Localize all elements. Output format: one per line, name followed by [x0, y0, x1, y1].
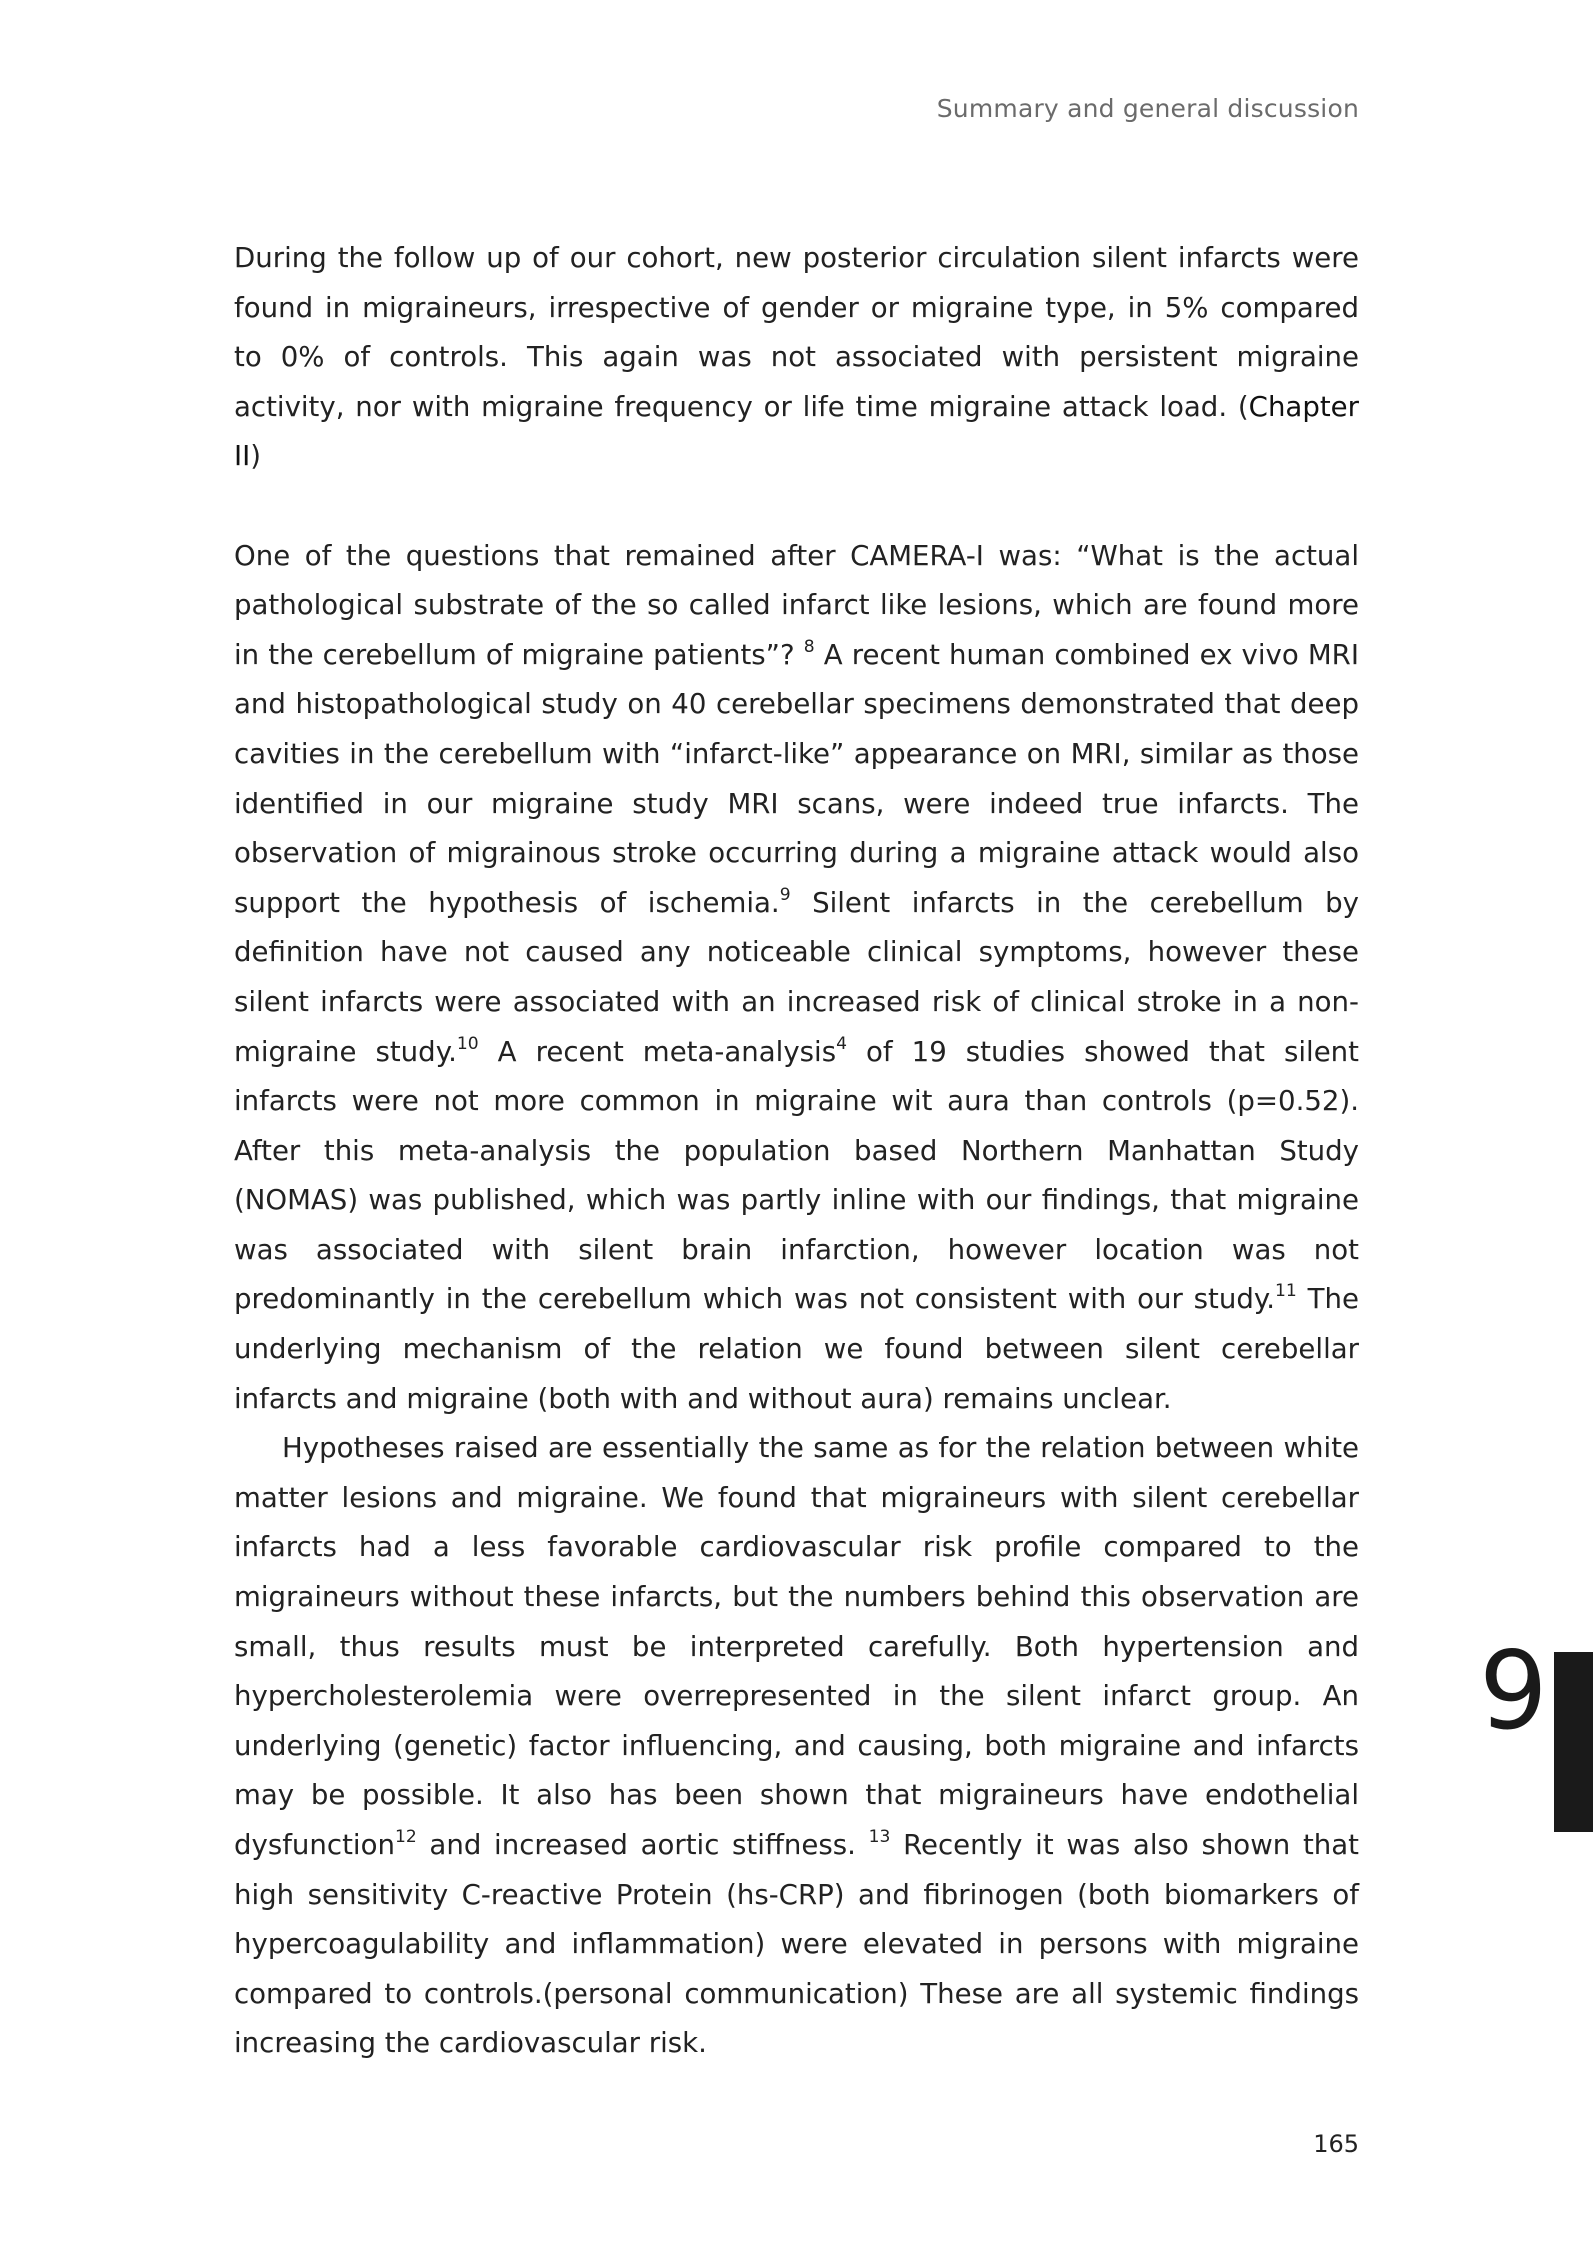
paragraph-3: [234, 1423, 1359, 2068]
chapter-thumb-tab: [1554, 1652, 1593, 1832]
body-text: [234, 233, 1359, 2068]
citation-13: 13: [868, 1827, 891, 1848]
paragraph-2-part-a: One of the questions that remained after CAMERA-I was: “What is the actual pathological substrate of the so called infarct like lesions, which are found more in the cerebellum of migraine patients”?: [234, 538, 1359, 671]
paragraph-3-part-b: and increased aortic stiffness.: [416, 1828, 869, 1861]
chapter-reference: Chapter II: [234, 389, 1359, 473]
paragraph-2-part-b: A recent human combined ex vivo MRI and histopathological study on 40 cerebellar specimens demonstrated that deep cavities in the cerebellum with “infarct-like” appearance on MRI, similar as those identified in our migraine study MRI scans, were indeed true infarcts. The observation of migrainous stroke occurring during a migraine attack would also support the hypothesis of ischemia.: [234, 637, 1359, 919]
paragraph-3-part-a: Hypotheses raised are essentially the same as for the relation between white matter lesions and migraine. We found that migraineurs with silent cerebellar infarcts had a less favorable cardiovascular risk profile compared to the migraineurs without these infarcts, but the numbers behind this observation are small, thus results must be interpreted carefully. Both hypertension and hypercholesterolemia were overrepresented in the silent infarct group. An underlying (genetic) factor influencing, and causing, both migraine and infarcts may be possible. It also has been shown that migraineurs have endothelial dysfunction: [234, 1431, 1359, 1861]
paragraph-2: [234, 531, 1359, 1424]
paragraph-1-text: During the follow up of our cohort, new posterior circulation silent infarcts were found in migraineurs, irrespective of gender or migraine type, in 5% compared to 0% of controls. This again was not associated with persistent migraine activity, nor with migraine frequency or life time migraine attack load. (: [234, 241, 1359, 423]
citation-9: 9: [779, 884, 791, 905]
paragraph-2-part-c: Silent infarcts in the cerebellum by definition have not caused any noticeable clinical symptoms, however these silent infarcts were associated with an increased risk of clinical stroke in a non-migraine study.: [234, 885, 1359, 1068]
paragraph-1-close: ): [250, 439, 262, 473]
chapter-number: 9: [1479, 1629, 1548, 1754]
running-header: Summary and general discussion: [936, 94, 1359, 123]
page-number: 165: [1313, 2130, 1359, 2158]
citation-8: 8: [803, 636, 815, 657]
paragraph-2-part-d: A recent meta-analysis: [478, 1034, 837, 1068]
citation-10: 10: [456, 1033, 479, 1054]
citation-12: 12: [394, 1827, 417, 1848]
paragraph-3-part-c: Recently it was also shown that high sensitivity C-reactive Protein (hs-CRP) and fibrinogen (both biomarkers of hypercoagulability and inflammation) were elevated in persons with migraine compared to controls.(personal communication) These are all systemic findings increasing the cardiovascular risk.: [234, 1828, 1359, 2060]
paragraph-2-part-e: of 19 studies showed that silent infarcts were not more common in migraine wit aura than controls (p=0.52). After this meta-analysis the population based Northern Manhattan Study (NOMAS) was published, which was partly inline with our findings, that migraine was associated with silent brain infarction, however location was not predominantly in the cerebellum which was not consistent with our study.: [234, 1034, 1359, 1316]
citation-4: 4: [836, 1033, 847, 1054]
paragraph-1: [234, 233, 1359, 481]
paragraph-2-part-f: The underlying mechanism of the relation we found between silent cerebellar infarcts and migraine (both with and without aura) remains unclear.: [234, 1282, 1360, 1415]
citation-11: 11: [1275, 1281, 1297, 1302]
